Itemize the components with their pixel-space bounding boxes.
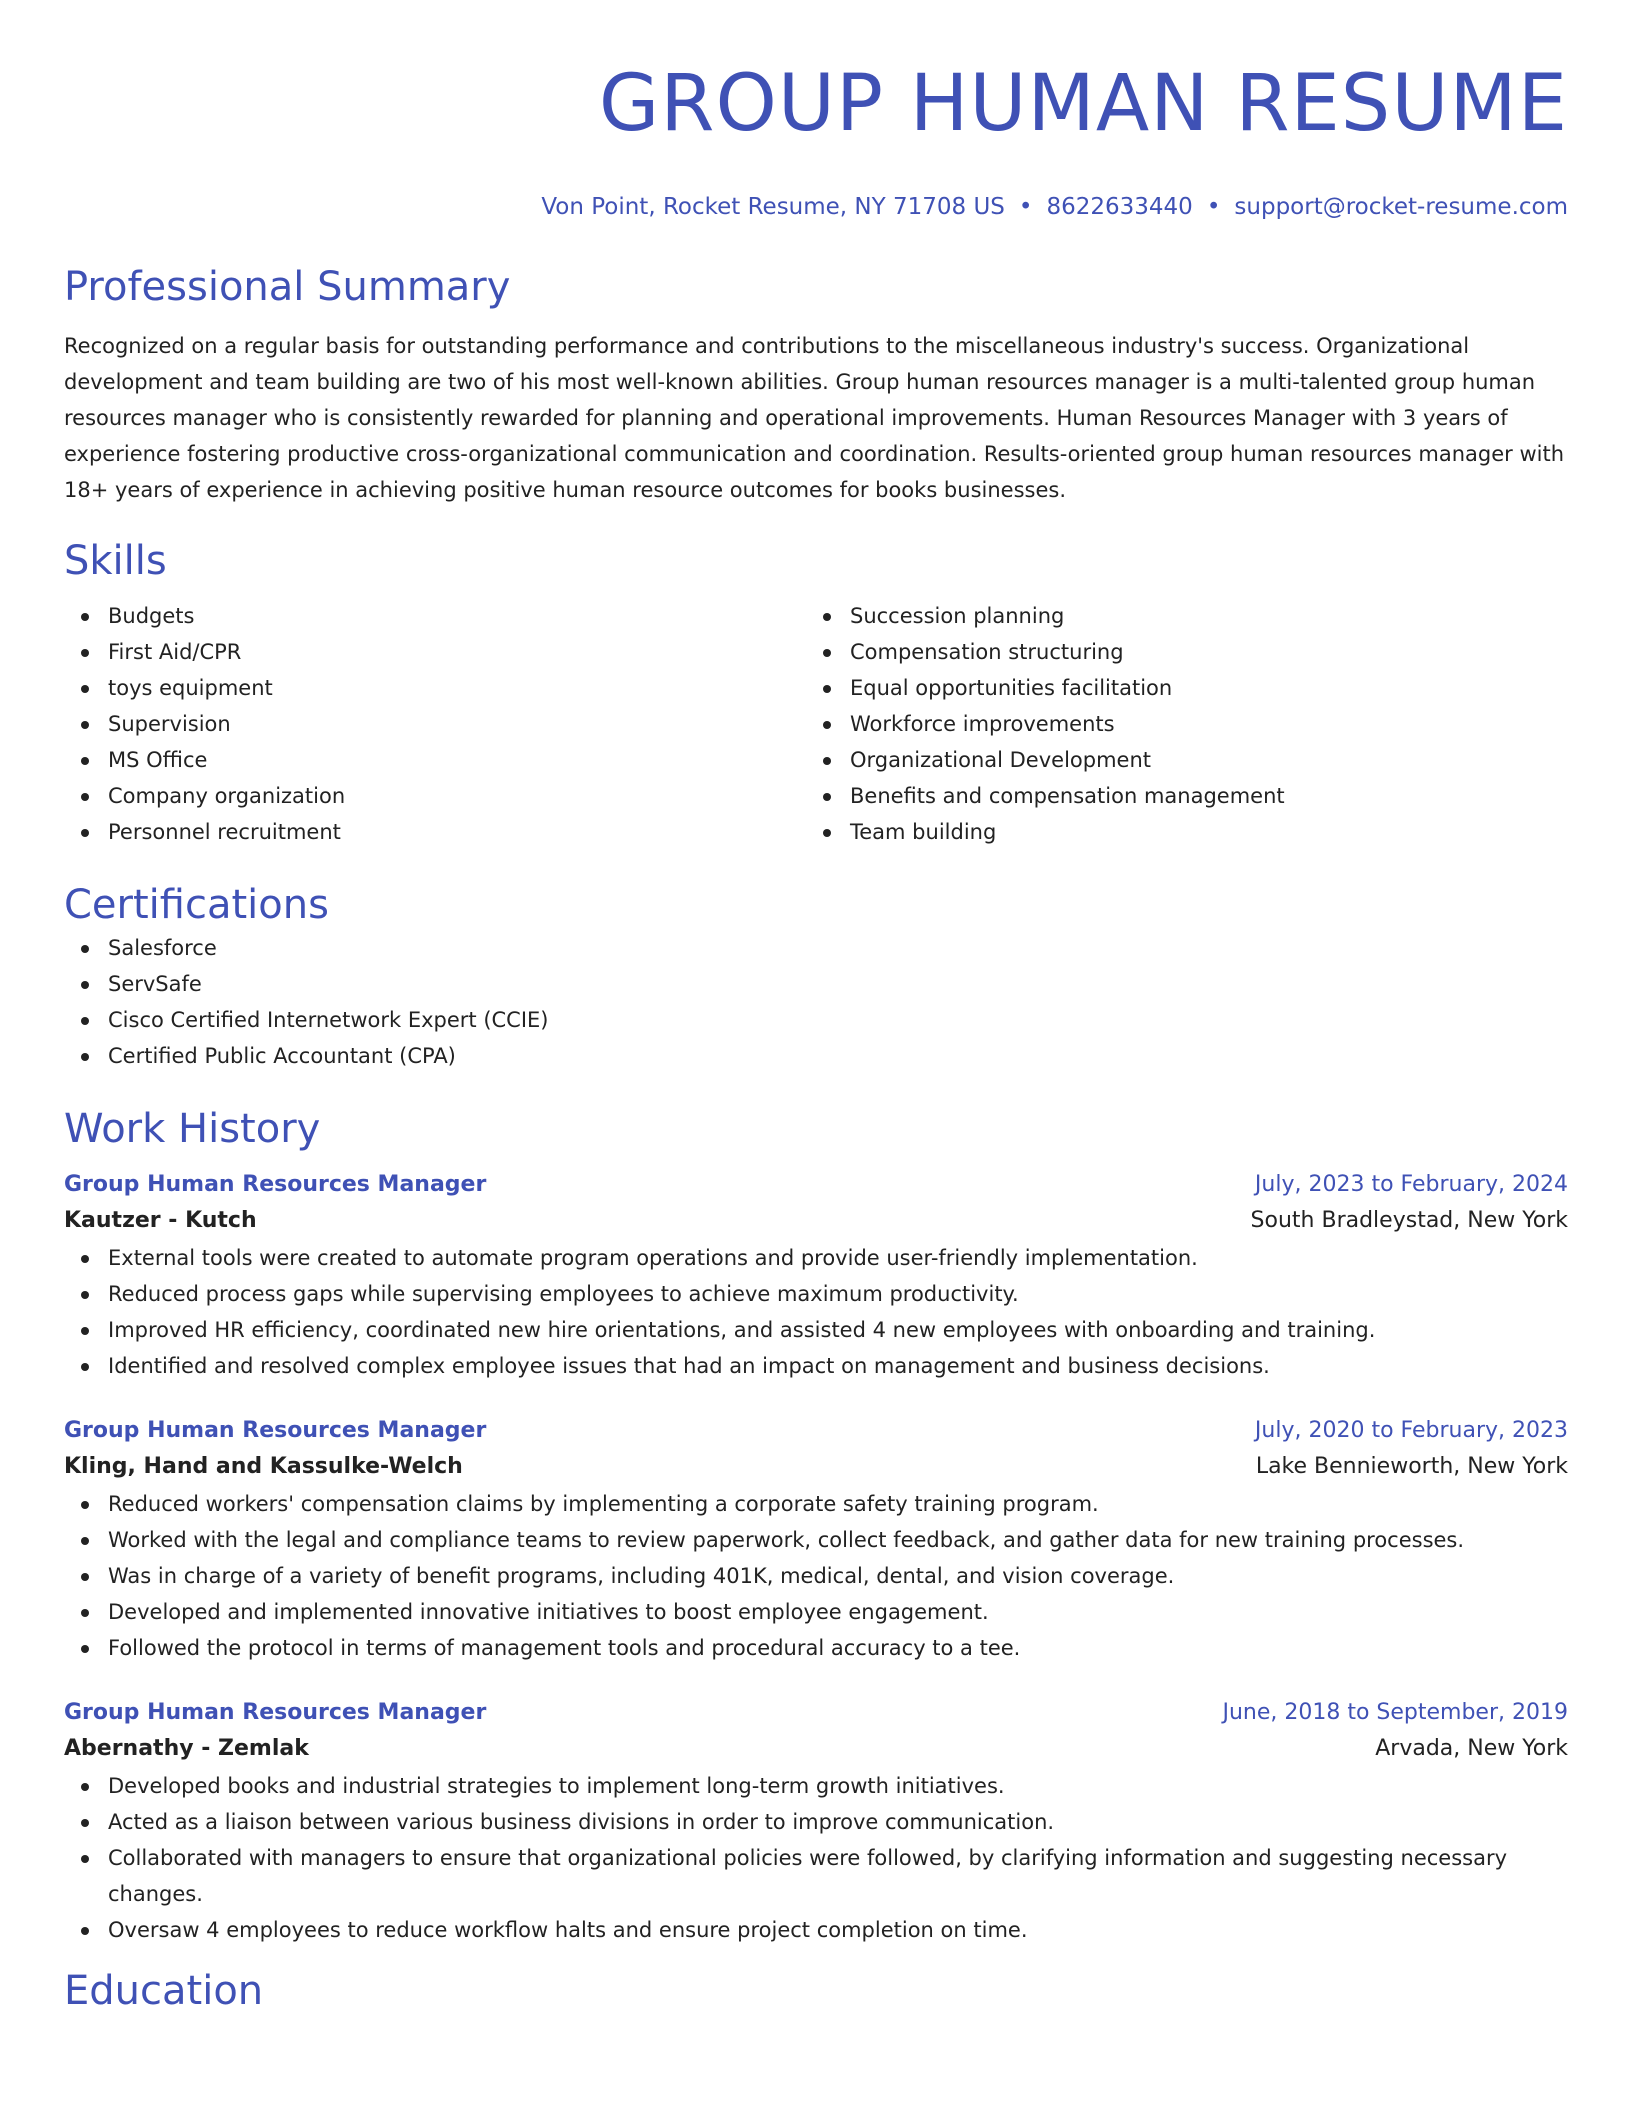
skill-item: toys equipment [64, 670, 806, 706]
job-bullet: Worked with the legal and compliance teams to review paperwork, collect feedback, and gather data for new training processes. [64, 1522, 1568, 1558]
certifications-list [64, 930, 1568, 1074]
contact-phone: 8622633440 [1046, 194, 1193, 220]
skill-item: Team building [806, 814, 1548, 850]
job-bullet: Collaborated with managers to ensure that organizational policies were followed, by clarifying information and suggesting necessary changes. [64, 1840, 1568, 1912]
skill-item: Compensation structuring [806, 634, 1548, 670]
job-company: Kautzer - Kutch [64, 1208, 257, 1233]
job-bullet: External tools were created to automate program operations and provide user-friendly implementation. [64, 1240, 1568, 1276]
job-location: Arvada, New York [1375, 1736, 1568, 1761]
job-title: Group Human Resources Manager [64, 1172, 487, 1197]
job-subheader [64, 1202, 1568, 1240]
certification-item: Certified Public Accountant (CPA) [64, 1038, 1568, 1074]
skill-item: Equal opportunities facilitation [806, 670, 1548, 706]
skill-item: Company organization [64, 778, 806, 814]
skill-item: Personnel recruitment [64, 814, 806, 850]
resume-page [64, 0, 1568, 2016]
job-bullet: Identified and resolved complex employee issues that had an impact on management and business decisions. [64, 1348, 1568, 1384]
job-bullet: Reduced process gaps while supervising employees to achieve maximum productivity. [64, 1276, 1568, 1312]
job-header [64, 1414, 1568, 1448]
job-bullet: Was in charge of a variety of benefit programs, including 401K, medical, dental, and vision coverage. [64, 1558, 1568, 1594]
skills-right-list [806, 598, 1548, 850]
job-dates: July, 2020 to February, 2023 [1254, 1418, 1568, 1443]
job-bullet: Developed and implemented innovative initiatives to boost employee engagement. [64, 1594, 1568, 1630]
contact-separator: • [1206, 194, 1221, 220]
job-bullets [64, 1768, 1568, 1948]
certification-item: ServSafe [64, 966, 1568, 1002]
job-bullet: Developed books and industrial strategies to implement long-term growth initiatives. [64, 1768, 1568, 1804]
job-company: Kling, Hand and Kassulke-Welch [64, 1454, 463, 1479]
skill-item: Organizational Development [806, 742, 1548, 778]
job-bullet: Acted as a liaison between various business divisions in order to improve communication. [64, 1804, 1568, 1840]
candidate-name: GROUP HUMAN RESUME [598, 59, 1568, 149]
job-subheader [64, 1730, 1568, 1768]
job-company: Abernathy - Zemlak [64, 1736, 309, 1761]
job-subheader [64, 1448, 1568, 1486]
contact-email: support@rocket-resume.com [1234, 194, 1568, 220]
job-entry [64, 1696, 1568, 1948]
certification-item: Salesforce [64, 930, 1568, 966]
job-dates: June, 2018 to September, 2019 [1222, 1700, 1568, 1725]
skill-item: Succession planning [806, 598, 1548, 634]
skills-columns [64, 598, 1568, 850]
summary-heading: Professional Summary [64, 264, 511, 310]
work-history-heading: Work History [64, 1106, 321, 1152]
job-title: Group Human Resources Manager [64, 1700, 487, 1725]
job-header [64, 1168, 1568, 1202]
certification-item: Cisco Certified Internetwork Expert (CCIE) [64, 1002, 1568, 1038]
certifications-heading: Certifications [64, 882, 329, 928]
job-location: Lake Bennieworth, New York [1255, 1454, 1568, 1479]
job-bullet: Followed the protocol in terms of management tools and procedural accuracy to a tee. [64, 1630, 1568, 1666]
contact-address: Von Point, Rocket Resume, NY 71708 US [541, 194, 1005, 220]
job-entry [64, 1414, 1568, 1666]
contact-separator: • [1018, 194, 1033, 220]
job-title: Group Human Resources Manager [64, 1418, 487, 1443]
job-bullets [64, 1486, 1568, 1666]
summary-text: Recognized on a regular basis for outstanding performance and contributions to the miscellaneous industry's success. Organizational development and team building are two of his most well-known abilities. Group human resources manager is a multi-talented group human resources manager who is consistently rewarded for planning and operational improvements. Human Resources Manager with 3 years of experience fostering productive cross-organizational communication and coordination. Results-oriented group human resources manager with 18+ years of experience in achieving positive human resource outcomes for books businesses. [64, 334, 1565, 502]
contact-line [64, 192, 1568, 222]
skill-item: Budgets [64, 598, 806, 634]
job-location: South Bradleystad, New York [1250, 1208, 1568, 1233]
job-dates: July, 2023 to February, 2024 [1254, 1172, 1568, 1197]
job-bullet: Improved HR efficiency, coordinated new hire orientations, and assisted 4 new employees with onboarding and training. [64, 1312, 1568, 1348]
job-entry [64, 1168, 1568, 1384]
skills-left-list [64, 598, 806, 850]
job-bullet: Oversaw 4 employees to reduce workflow halts and ensure project completion on time. [64, 1912, 1568, 1948]
job-bullets [64, 1240, 1568, 1384]
skill-item: MS Office [64, 742, 806, 778]
job-header [64, 1696, 1568, 1730]
job-bullet: Reduced workers' compensation claims by implementing a corporate safety training program. [64, 1486, 1568, 1522]
skill-item: First Aid/CPR [64, 634, 806, 670]
skill-item: Supervision [64, 706, 806, 742]
skill-item: Workforce improvements [806, 706, 1548, 742]
education-heading: Education [64, 1968, 264, 2014]
skill-item: Benefits and compensation management [806, 778, 1548, 814]
skills-heading: Skills [64, 538, 167, 584]
